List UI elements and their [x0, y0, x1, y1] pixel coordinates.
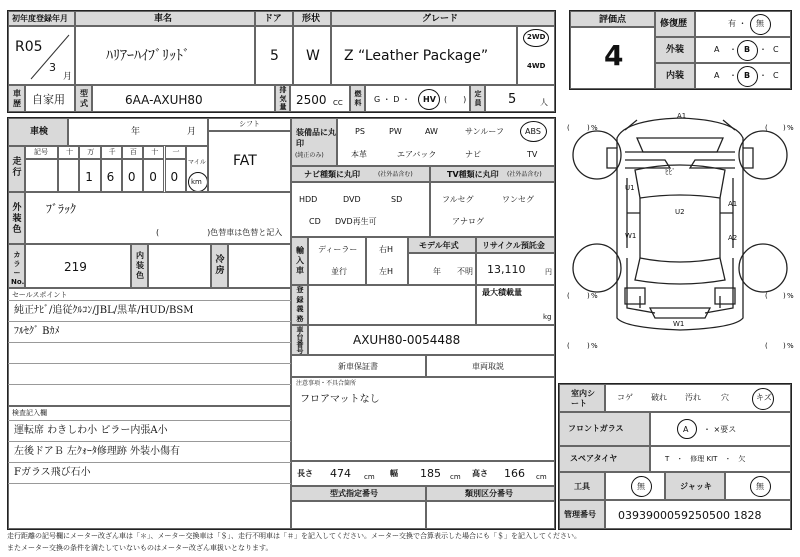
recycle-unit: 円 — [545, 268, 552, 276]
record-label: 記号 — [34, 148, 48, 156]
navi-option: HDD — [299, 195, 318, 204]
interior-circle — [737, 66, 758, 87]
mark-hibi: ﾋﾋﾞ — [665, 168, 676, 176]
type-designation-header — [291, 486, 426, 501]
equipment-option: PW — [389, 127, 402, 136]
mileage-digit: 6 — [106, 170, 115, 184]
svg-text:): ) — [783, 342, 786, 350]
inspector-label: 検査記入欄 — [12, 409, 47, 417]
windshield-cell — [650, 412, 791, 446]
navi-option: DVD再生可 — [335, 217, 377, 226]
interior-c: C — [773, 71, 779, 80]
car-name-cell — [75, 26, 255, 85]
recycle-header — [476, 237, 555, 253]
recycle-cell — [476, 253, 555, 285]
seat-option: コゲ — [617, 393, 633, 402]
right-h-label: 右H — [379, 245, 394, 254]
shape-cell — [293, 26, 331, 85]
tire-rear-right — [739, 244, 787, 292]
windshield-label: フロントガラス — [568, 424, 624, 433]
svg-text:): ) — [587, 124, 590, 132]
digit-cell — [143, 159, 164, 192]
cooling-cell — [228, 244, 291, 288]
car-name-label: 車名 — [154, 14, 173, 24]
displacement-cell — [290, 85, 350, 112]
width-unit: cm — [450, 473, 461, 481]
door-cell — [255, 26, 293, 85]
color-no-label: カラーNo. — [11, 251, 25, 286]
sales-point-label: セールスポイント — [12, 291, 68, 299]
dealer-cell — [308, 237, 366, 285]
type-designation-label: 型式指定番号 — [330, 489, 378, 498]
sales-point-row — [8, 384, 291, 405]
svg-text:(: ( — [567, 124, 570, 132]
repair-cell — [695, 11, 791, 37]
first-reg-month: 3 — [49, 61, 56, 74]
inspector-text: Fガラス飛び石小 — [14, 467, 91, 478]
spare-options: T ・ 修理 KIT ・ 欠 — [665, 455, 746, 463]
tools-circle — [631, 476, 652, 497]
jack-cell — [725, 472, 791, 500]
cooling-label: 冷房 — [215, 255, 225, 276]
grade-value: Z “Leather Package” — [344, 48, 489, 64]
chassis-label: 車台番号 — [296, 326, 304, 355]
interior-color-label: 内装色 — [136, 251, 144, 280]
pct-extra: % — [787, 342, 794, 350]
mile-label: マイル — [188, 159, 206, 166]
svg-text:(: ( — [567, 342, 570, 350]
mgmt-label-cell — [559, 500, 605, 529]
color-note: ( )色替車は色替と記入 — [156, 228, 283, 237]
digit-cell — [58, 159, 79, 192]
class-label: 類別区分番号 — [465, 489, 513, 498]
pct-fl: % — [591, 124, 598, 132]
shift-label: シフト — [239, 120, 260, 128]
grade-label: グレード — [422, 14, 459, 24]
door-header — [255, 11, 293, 26]
digit-head-cell — [122, 146, 143, 159]
model-year-unknown: 不明 — [457, 267, 473, 276]
manual-cell — [426, 355, 555, 377]
sales-point-row — [8, 342, 291, 363]
svg-text:): ) — [783, 124, 786, 132]
inspection-label: 車検 — [30, 127, 49, 137]
shape-value: W — [306, 48, 320, 64]
exterior-a: A — [714, 45, 720, 54]
equipment-option: AW — [425, 127, 438, 136]
grade-cell — [331, 26, 517, 85]
equipment-option: 本革 — [351, 150, 367, 159]
fuel-cell — [365, 85, 470, 112]
exterior-c: C — [773, 45, 779, 54]
interior-label-cell — [655, 63, 695, 89]
interior-a: A — [714, 71, 720, 80]
inspection-year: 年 — [131, 127, 141, 137]
max-load-label: 最大積載量 — [482, 288, 522, 297]
equipment-cell — [337, 118, 555, 166]
model-label-cell — [75, 85, 92, 112]
inspector-text: 左後ドアＢ 左ｸｫｰﾀ修理跡 外装小傷有 — [14, 446, 181, 457]
mark-w1-bottom: W1 — [673, 320, 685, 328]
navi-option: SD — [391, 195, 403, 204]
capacity-label-cell — [470, 85, 485, 112]
fuel-circle — [418, 89, 440, 110]
import-label: 輸入車 — [296, 246, 304, 275]
mark-a2: A2 — [728, 234, 738, 242]
fuel-label: 燃料 — [354, 90, 362, 107]
repair-circle — [750, 14, 771, 35]
shift-value: FAT — [233, 153, 257, 169]
displacement-unit: CC — [333, 99, 343, 107]
repair-selected: 無 — [756, 19, 764, 28]
dealer-label: ディーラー — [318, 245, 358, 254]
tv-option: アナログ — [452, 217, 484, 226]
mark-u2: U2 — [675, 208, 685, 216]
digit-cell — [79, 159, 100, 192]
inspector-row — [8, 420, 291, 441]
spare-label: スペアタイヤ — [570, 454, 618, 463]
handle-cell — [366, 237, 408, 285]
repair-label: 修復歴 — [660, 19, 688, 29]
color-no-value: 219 — [64, 260, 87, 274]
fuel-selected: HV — [423, 95, 436, 104]
pct-spare: % — [591, 342, 598, 350]
capacity-label: 定員 — [474, 90, 482, 107]
capacity-cell — [485, 85, 555, 112]
score-value: 4 — [604, 39, 624, 72]
navi-option: CD — [309, 217, 321, 226]
displacement-label: 排気量 — [279, 86, 287, 111]
warranty-label: 新車保証書 — [338, 362, 378, 371]
recycle-label: リサイクル預託金 — [482, 241, 545, 250]
pct-fr: % — [787, 124, 794, 132]
footer-line-2: またメーター交換の条件を満たしていないものはメーター改ざん車扱いとなります。 — [7, 544, 273, 552]
chassis-value: AXUH80-0054488 — [353, 333, 461, 347]
mgmt-label: 管理番号 — [564, 510, 596, 519]
chassis-label-cell — [291, 325, 308, 355]
first-reg-cell — [8, 26, 75, 85]
parallel-label: 並行 — [331, 267, 347, 276]
model-value: 6AA-AXUH80 — [125, 93, 203, 107]
tools-label: 工具 — [574, 482, 590, 491]
length-label: 長さ — [297, 469, 313, 478]
inspector-row — [8, 441, 291, 462]
grade-header — [331, 11, 555, 26]
sales-point-row — [8, 300, 291, 321]
pct-rr: % — [787, 292, 794, 300]
digit-cell — [165, 159, 186, 192]
drive-2wd-circle — [523, 29, 549, 47]
height-label: 高さ — [472, 469, 488, 478]
history-label: 車歴 — [13, 89, 21, 108]
seat-option: 穴 — [721, 393, 729, 402]
model-cell — [92, 85, 275, 112]
navi-label: ナビ種類に丸印 — [304, 170, 360, 179]
score-label: 評価点 — [599, 15, 627, 25]
mile-cell — [186, 146, 208, 192]
seat-option: 汚れ — [685, 393, 701, 402]
max-load-unit: kg — [543, 313, 552, 321]
drive-4wd: 4WD — [527, 62, 546, 70]
score-header — [570, 11, 655, 27]
windshield-circle — [677, 419, 697, 439]
interior-cell: A ・ B ・ C — [695, 63, 791, 89]
first-reg-month-unit: 月 — [63, 72, 73, 82]
tv-header — [430, 166, 555, 182]
mileage-label: 走行 — [12, 157, 22, 178]
dimensions-row — [291, 461, 555, 486]
mileage-record-head — [25, 146, 58, 159]
seat-option: 破れ — [651, 393, 667, 402]
exterior-circle — [737, 40, 758, 61]
displacement-label-cell — [275, 85, 290, 112]
shape-header — [293, 11, 331, 26]
digit-place-label: 万 — [87, 148, 95, 156]
class-header — [426, 486, 555, 501]
jack-circle — [750, 476, 771, 497]
svg-text:): ) — [587, 292, 590, 300]
sales-point-text: 純正ﾅﾋﾞ/追従ｸﾙｺﾝ/JBL/黒革/HUD/BSM — [14, 305, 194, 316]
car-name-header — [75, 11, 255, 26]
exterior-b: B — [744, 45, 751, 54]
shape-label: 形状 — [302, 14, 321, 24]
model-label: 型式 — [80, 89, 88, 108]
digit-head-cell — [101, 146, 122, 159]
notes-cell — [291, 377, 555, 461]
color-label-cell — [8, 192, 25, 244]
usage-cell — [25, 85, 75, 112]
digit-head-cell — [79, 146, 100, 159]
equipment-option: ABS — [525, 127, 541, 136]
mileage-digit: 0 — [127, 170, 136, 184]
spare-cell — [650, 446, 791, 472]
svg-text:(: ( — [765, 292, 768, 300]
car-name: ﾊﾘｱｰﾊｲﾌﾞﾘｯﾄﾞ — [106, 48, 190, 64]
drive-2wd: 2WD — [527, 33, 546, 41]
first-reg-header — [8, 11, 75, 26]
door-value: 5 — [270, 48, 279, 64]
color-label: 外装色 — [12, 203, 22, 235]
digit-place-label: 百 — [129, 148, 137, 156]
mark-a1-right: A1 — [728, 200, 738, 208]
height-unit: cm — [536, 473, 547, 481]
repair-label-cell — [655, 11, 695, 37]
shift-header — [208, 118, 291, 131]
repair-options: 有 ・ — [728, 19, 747, 28]
car-diagram — [565, 108, 795, 378]
svg-text:): ) — [783, 292, 786, 300]
digit-place-label: 一 — [172, 148, 180, 156]
color-no-cell — [25, 244, 131, 288]
door-label: ドア — [264, 14, 282, 24]
tire-pct-labels — [567, 124, 794, 350]
equipment-label: 装備品に丸印 — [296, 128, 336, 148]
max-load-cell — [476, 285, 555, 325]
capacity-unit: 人 — [540, 98, 548, 107]
color-value: ﾌﾞﾗｯｸ — [46, 202, 77, 216]
digit-head-cell — [143, 146, 164, 159]
score-cell — [570, 27, 655, 89]
fuel-label-cell — [350, 85, 365, 112]
reg-label: 登録義務 — [296, 286, 304, 323]
footer-line-1: 走行距離の記号欄にメーター改ざん車は「＊」、メーター交換車は「＄」、走行不明車は「＃」を記入してください。メーター交換で合算表示した場合にも「＄」を記入してください。 — [7, 532, 581, 540]
equipment-option: サンルーフ — [465, 127, 504, 136]
mileage-label-cell — [8, 146, 25, 192]
interior-color-cell — [148, 244, 211, 288]
windshield-a: A — [683, 425, 689, 434]
svg-text:(: ( — [567, 292, 570, 300]
tire-front-left — [573, 131, 621, 179]
mgmt-cell — [605, 500, 791, 529]
mileage-digit: 0 — [149, 170, 157, 184]
first-reg-label: 初年度登録年月 — [12, 14, 68, 23]
digit-head-cell — [58, 146, 79, 159]
svg-text:(: ( — [765, 124, 768, 132]
cooling-label-cell — [211, 244, 228, 288]
drive-cell — [517, 26, 555, 85]
height-value: 166 — [504, 467, 525, 480]
jack-label-cell — [665, 472, 725, 500]
km-circle — [188, 172, 208, 192]
inspector-text: 運転席 わきしわ小 ピラー内張A小 — [14, 425, 168, 436]
fuel-paren: ( ) — [444, 95, 467, 104]
class-cell — [426, 501, 555, 529]
chassis-cell — [308, 325, 555, 355]
model-year-unit: 年 — [433, 267, 441, 276]
inspection-cell — [68, 118, 208, 146]
digit-place-label: 十 — [151, 148, 159, 156]
notes-value: フロアマットなし — [300, 394, 380, 405]
tv-note: (社外品含む) — [507, 171, 542, 178]
inspection-month: 月 — [187, 127, 197, 137]
sales-point-row — [8, 363, 291, 384]
jack-label: ジャッキ — [680, 482, 712, 491]
tv-option: フルセグ — [442, 195, 474, 204]
displacement-value: 2500 — [296, 93, 327, 107]
left-h-label: 左H — [379, 267, 394, 276]
tv-label: TV種類に丸印 — [447, 170, 499, 179]
equipment-option: PS — [355, 127, 365, 136]
jack-value: 無 — [756, 482, 764, 491]
fuel-options: G ・ D ・ — [374, 95, 410, 104]
interior-b: B — [744, 71, 751, 80]
import-label-cell — [291, 237, 308, 285]
width-value: 185 — [420, 467, 441, 480]
manual-label: 車両取説 — [472, 362, 504, 371]
model-year-label: モデル年式 — [419, 241, 459, 250]
mileage-digit: 0 — [170, 170, 179, 184]
digit-place-label: 十 — [66, 148, 73, 156]
navi-note: (社外品含む) — [378, 171, 413, 178]
pct-rl: % — [591, 292, 598, 300]
tire-rear-left — [573, 244, 621, 292]
equipment-sublabel: (純正のみ) — [295, 152, 324, 159]
mark-a1-top: A1 — [677, 112, 687, 120]
svg-text:(: ( — [765, 342, 768, 350]
type-designation-cell — [291, 501, 426, 529]
color-cell — [25, 192, 291, 244]
inspector-row — [8, 483, 291, 504]
capacity-value: 5 — [508, 92, 517, 107]
shift-cell — [208, 131, 291, 192]
digit-head-cell — [165, 146, 186, 159]
sales-point-row — [8, 321, 291, 342]
equipment-option: ナビ — [465, 150, 481, 159]
inspection-label-cell — [8, 118, 68, 146]
windshield-label-cell — [559, 412, 650, 446]
digit-cell — [122, 159, 143, 192]
warranty-cell — [291, 355, 426, 377]
reg-cell — [308, 285, 476, 325]
sales-point-text: ﾌﾙｾｸﾞ Bｶﾒ — [14, 326, 60, 337]
width-label: 幅 — [390, 469, 398, 478]
seat-label-cell — [559, 384, 605, 412]
mark-w1-left: W1 — [625, 232, 637, 240]
usage-value: 自家用 — [32, 93, 65, 106]
exterior-label-cell — [655, 37, 695, 63]
exterior-label: 外装 — [666, 45, 685, 55]
equipment-label-cell — [291, 118, 337, 166]
interior-label: 内装 — [666, 71, 685, 81]
reg-label-cell — [291, 285, 308, 325]
tv-cell — [430, 182, 555, 237]
mgmt-value: 0393900059250500 1828 — [618, 509, 762, 522]
first-reg-era: R05 — [15, 39, 43, 55]
length-value: 474 — [330, 467, 351, 480]
tools-value: 無 — [637, 482, 645, 491]
mileage-digit: 1 — [85, 170, 93, 184]
seat-option: キズ — [756, 393, 772, 402]
digit-cell — [101, 159, 122, 192]
mark-u1: U1 — [625, 184, 635, 192]
navi-header — [291, 166, 430, 182]
length-unit: cm — [364, 473, 375, 481]
digit-place-label: 千 — [108, 148, 116, 156]
seat-label: 室内シート — [571, 389, 595, 408]
color-no-label-cell — [8, 244, 25, 288]
inspector-row — [8, 462, 291, 483]
recycle-value: 13,110 — [487, 263, 526, 276]
navi-option: DVD — [343, 195, 361, 204]
tools-label-cell — [559, 472, 605, 500]
model-year-cell — [408, 253, 476, 285]
notes-label: 注意事項・不具合箇所 — [296, 380, 357, 387]
windshield-x: ・ ×要ス — [703, 425, 737, 434]
tools-cell — [605, 472, 665, 500]
tv-option: ワンセグ — [502, 195, 534, 204]
equipment-option: エアバック — [397, 150, 437, 159]
tire-front-right — [739, 131, 787, 179]
history-label-cell — [8, 85, 25, 112]
interior-color-label-cell — [131, 244, 148, 288]
navi-cell — [291, 182, 430, 237]
exterior-cell: A ・ B ・ C — [695, 37, 791, 63]
svg-text:): ) — [587, 342, 590, 350]
mileage-record-cell — [25, 159, 58, 192]
km-label: km — [191, 178, 202, 186]
spare-label-cell — [559, 446, 650, 472]
model-year-header — [408, 237, 476, 253]
equipment-option: TV — [527, 150, 538, 159]
